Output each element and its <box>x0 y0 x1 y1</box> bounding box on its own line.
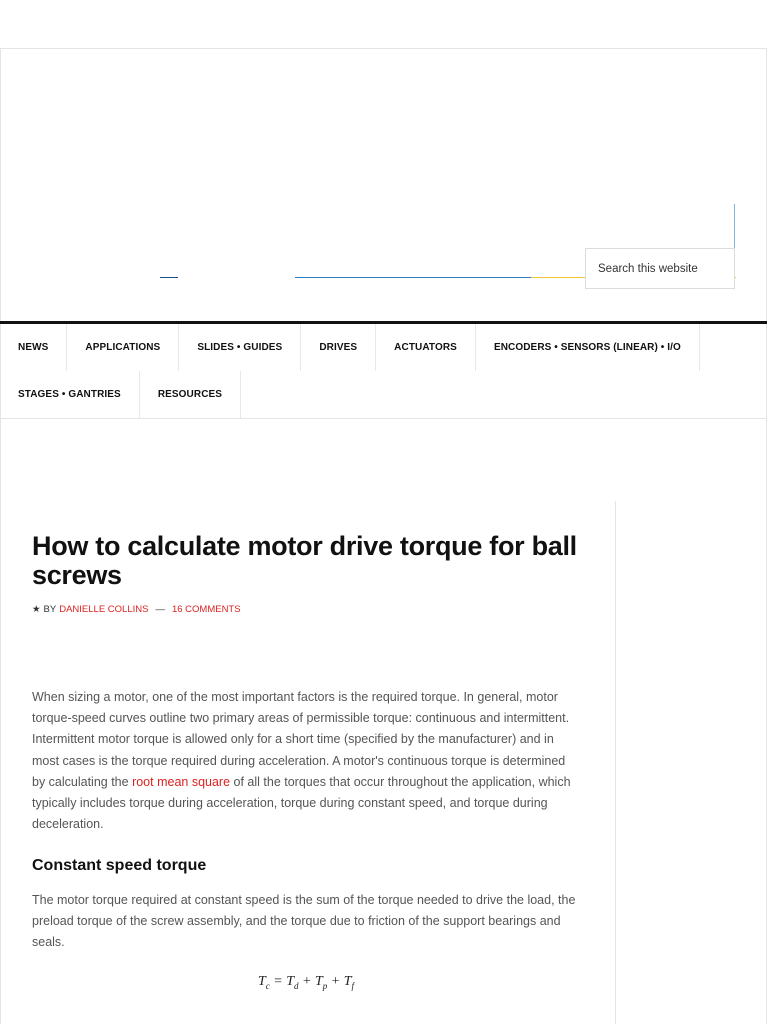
byline-prefix: BY <box>43 604 57 615</box>
formula-lhs: T <box>258 974 266 989</box>
nav-item-drives[interactable]: DRIVES <box>301 324 376 371</box>
banner-line-blue <box>295 277 531 278</box>
intro-paragraph <box>32 687 577 835</box>
nav-item-stages-gantries[interactable]: STAGES • GANTRIES <box>0 371 140 418</box>
search-placeholder: Search this website <box>598 262 698 275</box>
search-input[interactable] <box>585 248 735 289</box>
nav-item-resources[interactable]: RESOURCES <box>140 371 241 418</box>
meta-separator: — <box>155 604 165 615</box>
formula-term-3-sub: f <box>351 980 355 991</box>
article-title: How to calculate motor drive torque for ball screws <box>32 531 577 590</box>
nav-row-1 <box>0 324 700 371</box>
article-header <box>32 532 580 615</box>
sidebar-divider <box>615 501 616 1024</box>
formula-eq: = <box>269 974 287 989</box>
nav-item-news[interactable]: NEWS <box>0 324 67 371</box>
intro-text-before: When sizing a motor, one of the most important factors is the required torque. In general, motor torque-speed curves outline two primary areas of permissible torque: continuous and intermittent. Intermittent motor torque is allowed only for a short time (specified by the manufacturer) and in most cases is the torque required during acceleration. A motor's continuous torque is determined by calculating the <box>32 690 570 789</box>
section-paragraph: The motor torque required at constant speed is the sum of the torque needed to drive the load, the preload torque of the screw assembly, and the torque due to friction of the support bearings and seals. <box>32 893 576 950</box>
nav-item-encoders-sensors[interactable]: ENCODERS • SENSORS (LINEAR) • I/O <box>476 324 700 371</box>
formula-plus-1: + <box>298 974 315 989</box>
formula-term-3: T <box>343 974 352 989</box>
nav-item-slides-guides[interactable]: SLIDES • GUIDES <box>179 324 301 371</box>
torque-formula <box>258 974 354 991</box>
formula-term-1-sub: d <box>294 980 299 991</box>
author-link[interactable]: DANIELLE COLLINS <box>59 604 149 615</box>
formula-plus-2: + <box>327 974 344 989</box>
star-icon: ★ <box>32 604 41 615</box>
main-nav <box>0 321 767 419</box>
nav-item-applications[interactable]: APPLICATIONS <box>67 324 179 371</box>
formula-term-1: T <box>286 974 295 989</box>
formula-term-2: T <box>315 974 323 989</box>
comments-link[interactable]: 16 COMMENTS <box>171 604 241 615</box>
intro-text-after: of all the torques that occur throughout the application, which typically includes torque during acceleration, torque during constant speed, and torque during deceleration. <box>32 774 571 832</box>
rms-link[interactable]: root mean square <box>132 774 231 789</box>
article-meta <box>32 604 580 615</box>
formula-term-2-sub: p <box>322 980 328 991</box>
section-heading: Constant speed torque <box>32 857 207 874</box>
formula-lhs-sub: c <box>265 980 270 991</box>
nav-item-actuators[interactable]: ACTUATORS <box>376 324 476 371</box>
banner-line-dark <box>160 277 178 278</box>
nav-row-2 <box>0 371 241 418</box>
